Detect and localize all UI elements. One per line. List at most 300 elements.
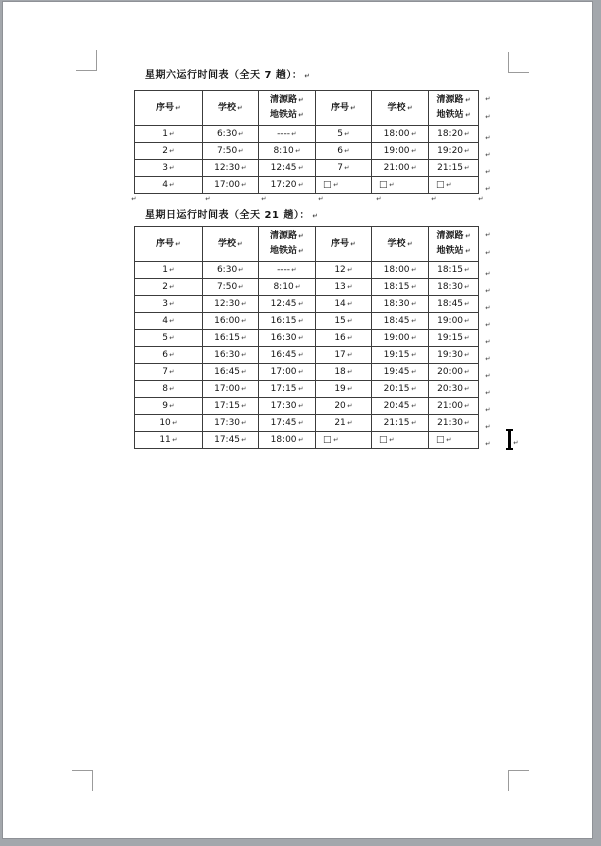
fullwidth-space-mark-icon: □: [436, 435, 445, 445]
row-end-mark-icon: ↵: [485, 185, 491, 193]
cell-end-mark-icon: ↵: [464, 232, 471, 240]
table-cell[interactable]: [316, 432, 372, 449]
cell-end-mark-icon: ↵: [464, 247, 471, 255]
table-cell-text: 17:45: [270, 418, 297, 428]
table-cell-text: 17: [334, 350, 346, 360]
table-cell[interactable]: [429, 364, 479, 381]
cell-end-mark-icon: ↵: [297, 419, 304, 427]
table-cell[interactable]: [135, 296, 203, 313]
table-cell[interactable]: [135, 160, 203, 177]
table-cell-text: 21:30: [437, 418, 464, 428]
cell-end-mark-icon: ↵: [464, 96, 471, 104]
cell-end-mark-icon: ↵: [172, 419, 178, 427]
cell-end-mark-icon: ↵: [464, 111, 471, 119]
table-cell-text: 17:30: [270, 401, 297, 411]
cell-end-mark-icon: ↵: [410, 385, 417, 393]
table-cell[interactable]: [259, 313, 316, 330]
table-cell[interactable]: [203, 177, 259, 194]
table-cell[interactable]: [135, 347, 203, 364]
paragraph-mark-icon: ↵: [304, 72, 311, 80]
cell-end-mark-icon: ↵: [410, 147, 417, 155]
document-page[interactable]: [3, 2, 592, 838]
table-cell[interactable]: [259, 347, 316, 364]
table-cell[interactable]: [203, 330, 259, 347]
table-cell-text: 6:30: [216, 129, 238, 139]
table-cell-text: 16:00: [214, 316, 241, 326]
header-cell[interactable]: [316, 227, 372, 262]
cell-end-mark-icon: ↵: [347, 385, 353, 393]
cell-end-mark-icon: ↵: [318, 195, 324, 203]
cell-end-mark-icon: ↵: [410, 266, 417, 274]
table-cell-text: 16:30: [270, 333, 297, 343]
table-cell[interactable]: [135, 313, 203, 330]
cell-end-mark-icon: ↵: [241, 181, 247, 189]
cell-end-mark-icon: ↵: [347, 351, 353, 359]
header-cell[interactable]: [429, 227, 479, 262]
table-cell[interactable]: [316, 330, 372, 347]
table-cell-text: 19:00: [437, 316, 464, 326]
table-cell-text: 16:45: [270, 350, 297, 360]
header-cell[interactable]: [316, 91, 372, 126]
cell-end-mark-icon: ↵: [464, 402, 470, 410]
table-cell[interactable]: [372, 381, 429, 398]
table-cell[interactable]: [203, 143, 259, 160]
table-cell[interactable]: [135, 177, 203, 194]
margin-crop-mark-top-right: [508, 52, 529, 73]
cell-end-mark-icon: ↵: [238, 147, 244, 155]
table-cell[interactable]: [203, 364, 259, 381]
table-cell[interactable]: [372, 364, 429, 381]
cell-end-mark-icon: ↵: [410, 317, 417, 325]
cell-end-mark-icon: ↵: [241, 419, 247, 427]
header-cell[interactable]: [372, 227, 429, 262]
table-cell[interactable]: [135, 432, 203, 449]
header-cell[interactable]: [203, 91, 259, 126]
table-cell[interactable]: [429, 330, 479, 347]
table-cell[interactable]: [259, 177, 316, 194]
table-cell[interactable]: [259, 381, 316, 398]
row-end-mark-icon: ↵: [485, 321, 491, 329]
table-cell[interactable]: [429, 313, 479, 330]
table-cell[interactable]: [259, 279, 316, 296]
cell-end-mark-icon: ↵: [410, 130, 417, 138]
row-end-mark-icon: ↵: [485, 287, 491, 295]
cell-end-mark-icon: ↵: [175, 239, 181, 248]
table-cell[interactable]: [372, 177, 429, 194]
schedule-table: [134, 226, 479, 449]
table-cell[interactable]: [372, 126, 429, 143]
table-cell-text: 18:45: [437, 299, 464, 309]
table-cell-text: 18:20: [437, 129, 464, 139]
table-cell-text: 18:30: [437, 282, 464, 292]
table-cell[interactable]: [259, 126, 316, 143]
cell-end-mark-icon: ↵: [169, 283, 175, 291]
table-cell[interactable]: [135, 381, 203, 398]
sunday-title-text: 星期日运行时间表（全天 21 趟）：: [145, 210, 310, 221]
row-end-mark-icon: ↵: [485, 406, 491, 414]
row-end-mark-icon: ↵: [485, 304, 491, 312]
row-end-mark-icon: ↵: [485, 389, 491, 397]
cell-end-mark-icon: ↵: [388, 436, 395, 444]
cell-end-mark-icon: ↵: [297, 436, 304, 444]
table-cell[interactable]: [372, 160, 429, 177]
table-cell[interactable]: [429, 415, 479, 432]
cell-end-mark-icon: ↵: [131, 195, 137, 203]
cell-end-mark-icon: ↵: [294, 147, 301, 155]
table-cell[interactable]: [135, 364, 203, 381]
table-cell[interactable]: [316, 279, 372, 296]
table-cell[interactable]: [429, 398, 479, 415]
cell-end-mark-icon: ↵: [169, 300, 175, 308]
cell-end-mark-icon: ↵: [347, 419, 353, 427]
fullwidth-space-mark-icon: □: [379, 435, 388, 445]
table-cell-text: 18:00: [270, 435, 297, 445]
cell-end-mark-icon: ↵: [347, 402, 353, 410]
table-cell[interactable]: [316, 398, 372, 415]
table-cell[interactable]: [429, 177, 479, 194]
cell-end-mark-icon: ↵: [347, 266, 353, 274]
header-cell[interactable]: [259, 91, 316, 126]
table-cell-text: 20:15: [383, 384, 410, 394]
table-cell-text: 18:00: [383, 129, 410, 139]
header-cell-text: 序号: [156, 102, 175, 113]
table-cell-text: 20: [334, 401, 346, 411]
table-cell-text: 19:00: [383, 333, 410, 343]
cell-end-mark-icon: ↵: [241, 351, 247, 359]
table-cell[interactable]: [316, 381, 372, 398]
cell-end-mark-icon: ↵: [344, 130, 350, 138]
cell-end-mark-icon: ↵: [241, 436, 247, 444]
table-cell[interactable]: [429, 143, 479, 160]
cell-end-mark-icon: ↵: [464, 385, 470, 393]
cell-end-mark-icon: ↵: [297, 385, 304, 393]
table-cell[interactable]: [316, 143, 372, 160]
table-cell-text: 19:00: [383, 146, 410, 156]
cell-end-mark-icon: ↵: [332, 436, 339, 444]
table-cell-text: 7: [162, 367, 168, 377]
header-cell-text: 序号: [156, 238, 175, 249]
table-cell-text: 3: [162, 299, 168, 309]
table-cell[interactable]: [429, 432, 479, 449]
header-cell-text: 学校: [218, 238, 237, 249]
table-cell[interactable]: [135, 143, 203, 160]
cell-end-mark-icon: ↵: [205, 195, 211, 203]
table-cell-text: 17:00: [214, 384, 241, 394]
table-cell-text: 17:00: [270, 367, 297, 377]
table-cell[interactable]: [203, 126, 259, 143]
table-cell[interactable]: [259, 432, 316, 449]
table-cell-text: 17:45: [214, 435, 241, 445]
table-cell[interactable]: [316, 415, 372, 432]
cell-end-mark-icon: ↵: [332, 181, 339, 189]
cell-end-mark-icon: ↵: [464, 419, 470, 427]
table-cell[interactable]: [372, 262, 429, 279]
cell-end-mark-icon: ↵: [410, 334, 417, 342]
cell-end-mark-icon: ↵: [298, 111, 304, 119]
row-end-mark-icon: ↵: [485, 168, 491, 176]
table-cell-text: 21: [334, 418, 346, 428]
cell-end-mark-icon: ↵: [169, 334, 175, 342]
row-end-marks-column: [484, 90, 491, 194]
table-cell[interactable]: [372, 279, 429, 296]
table-cell-text: 5: [162, 333, 168, 343]
table-cell[interactable]: [259, 330, 316, 347]
header-cell-text: 地铁站: [270, 246, 298, 256]
cell-end-mark-icon: ↵: [238, 266, 244, 274]
cell-end-mark-icon: ↵: [291, 266, 297, 274]
table-cell[interactable]: [429, 262, 479, 279]
table-cell[interactable]: [259, 143, 316, 160]
table-cell[interactable]: [203, 313, 259, 330]
cell-end-mark-icon: ↵: [261, 195, 267, 203]
cell-end-mark-icon: ↵: [298, 232, 304, 240]
cell-end-mark-icon: ↵: [169, 181, 175, 189]
row-end-mark-icon: ↵: [485, 249, 491, 257]
table-cell-text: 12:30: [214, 299, 241, 309]
table-cell-text: 19: [334, 384, 346, 394]
table-cell[interactable]: [429, 296, 479, 313]
table-cell[interactable]: [316, 262, 372, 279]
table-cell-text: 4: [162, 316, 168, 326]
cell-end-mark-icon: ↵: [410, 419, 417, 427]
cell-end-mark-icon: ↵: [388, 181, 395, 189]
table-cell[interactable]: [135, 330, 203, 347]
cell-end-mark-icon: ↵: [169, 147, 175, 155]
header-cell[interactable]: [429, 91, 479, 126]
table-cell[interactable]: [316, 313, 372, 330]
table-cell-text: 1: [162, 129, 168, 139]
table-cell-text: 2: [162, 282, 168, 292]
cell-end-mark-icon: ↵: [298, 247, 304, 255]
cell-end-mark-icon: ↵: [344, 164, 350, 172]
table-cell-text: 19:15: [383, 350, 410, 360]
table-cell-text: 19:45: [383, 367, 410, 377]
table-cell-text: 12: [334, 265, 346, 275]
cell-end-mark-icon: ↵: [297, 300, 304, 308]
header-cell-text: 学校: [387, 102, 406, 113]
cell-end-mark-icon: ↵: [464, 317, 470, 325]
table-cell-text: 5: [337, 129, 343, 139]
cell-end-mark-icon: ↵: [410, 283, 417, 291]
cell-end-mark-icon: ↵: [464, 334, 470, 342]
header-cell[interactable]: [135, 91, 203, 126]
cell-end-mark-icon: ↵: [238, 283, 244, 291]
sunday-table-title[interactable]: [145, 206, 318, 221]
cell-end-mark-icon: ↵: [406, 103, 413, 112]
table-cell-text: 7: [337, 163, 343, 173]
table-cell-text: 15: [334, 316, 346, 326]
cell-end-mark-icon: ↵: [464, 130, 470, 138]
table-cell-text: 6: [337, 146, 343, 156]
cell-end-mark-icon: ↵: [350, 103, 356, 112]
header-cell[interactable]: [203, 227, 259, 262]
table-cell[interactable]: [316, 177, 372, 194]
table-cell[interactable]: [316, 347, 372, 364]
table-cell[interactable]: [203, 415, 259, 432]
table-cell[interactable]: [135, 279, 203, 296]
margin-crop-mark-top-left: [76, 50, 97, 71]
saturday-table-title[interactable]: [145, 66, 311, 81]
header-cell-text: 地铁站: [436, 246, 464, 256]
cell-end-mark-icon: ↵: [347, 300, 353, 308]
table-cell[interactable]: [203, 160, 259, 177]
cell-end-mark-icon: ↵: [464, 283, 470, 291]
table-cell-text: 6:30: [216, 265, 238, 275]
cell-end-mark-icon: ↵: [464, 164, 470, 172]
table-cell[interactable]: [203, 262, 259, 279]
table-cell[interactable]: [203, 398, 259, 415]
row-end-mark-icon: ↵: [485, 423, 491, 431]
table-cell-text: 14: [334, 299, 346, 309]
table-cell-text: 19:15: [437, 333, 464, 343]
table-cell-text: 12:45: [270, 163, 297, 173]
cell-end-mark-icon: ↵: [169, 266, 175, 274]
table-cell[interactable]: [259, 415, 316, 432]
cell-end-mark-icon: ↵: [410, 300, 417, 308]
row-end-mark-icon: ↵: [485, 231, 491, 239]
header-cell[interactable]: [372, 91, 429, 126]
cell-end-mark-icon: ↵: [297, 402, 304, 410]
table-cell[interactable]: [259, 262, 316, 279]
table-cell[interactable]: [259, 160, 316, 177]
table-cell[interactable]: [372, 330, 429, 347]
cell-end-mark-icon: ↵: [298, 96, 304, 104]
table-cell-text: 18:45: [383, 316, 410, 326]
cell-end-mark-icon: ↵: [464, 300, 470, 308]
cell-end-mark-icon: ↵: [169, 164, 175, 172]
table-cell-text: 17:00: [214, 180, 241, 190]
table-cell-text: 19:30: [437, 350, 464, 360]
table-cell-text: 18: [334, 367, 346, 377]
row-end-mark-icon: ↵: [485, 355, 491, 363]
cell-end-mark-icon: ↵: [297, 368, 304, 376]
table-cell[interactable]: [429, 160, 479, 177]
table-cell[interactable]: [429, 347, 479, 364]
table-cell-text: 7:50: [216, 282, 238, 292]
header-cell-text: 学校: [218, 102, 237, 113]
table-cell[interactable]: [259, 398, 316, 415]
table-cell-text: 8: [162, 384, 168, 394]
margin-crop-mark-bottom-right: [508, 770, 529, 791]
table-cell-text: 16:15: [270, 316, 297, 326]
table-cell[interactable]: [203, 279, 259, 296]
table-cell[interactable]: [135, 398, 203, 415]
header-cell-text: 清源路: [436, 95, 464, 105]
table-cell[interactable]: [429, 381, 479, 398]
table-cell-text: 17:30: [214, 418, 241, 428]
table-cell[interactable]: [372, 415, 429, 432]
table-cell[interactable]: [372, 296, 429, 313]
cell-end-mark-icon: ↵: [291, 130, 297, 138]
cell-end-mark-icon: ↵: [237, 239, 243, 248]
table-cell-text: ----: [277, 265, 291, 275]
cell-end-mark-icon: ↵: [445, 436, 452, 444]
table-cell-text: 17:20: [270, 180, 297, 190]
table-cell[interactable]: [372, 347, 429, 364]
cell-end-mark-icon: ↵: [241, 317, 247, 325]
row-end-mark-icon: ↵: [478, 195, 484, 203]
table-cell[interactable]: [316, 364, 372, 381]
table-cell[interactable]: [135, 262, 203, 279]
cell-end-mark-icon: ↵: [241, 402, 247, 410]
table-cell[interactable]: [135, 415, 203, 432]
saturday-title-text: 星期六运行时间表（全天 7 趟）：: [145, 70, 303, 81]
cell-end-mark-icon: ↵: [169, 402, 175, 410]
cell-end-mark-icon: ↵: [241, 300, 247, 308]
table-cell-text: 9: [162, 401, 168, 411]
table-cell-text: 21:15: [383, 418, 410, 428]
table-cell-text: 10: [159, 418, 171, 428]
cell-end-mark-icon: ↵: [347, 317, 353, 325]
cell-end-mark-icon: ↵: [297, 181, 304, 189]
paragraph-mark-icon: ↵: [312, 212, 318, 220]
table-cell[interactable]: [203, 381, 259, 398]
cell-end-mark-icon: ↵: [175, 103, 181, 112]
cell-end-mark-icon: ↵: [241, 385, 247, 393]
cell-end-mark-icon: ↵: [445, 181, 452, 189]
table-cell[interactable]: [429, 126, 479, 143]
cell-end-mark-icon: ↵: [169, 317, 175, 325]
table-cell-text: 18:30: [383, 299, 410, 309]
header-cell-text: 清源路: [270, 95, 298, 105]
table-cell[interactable]: [316, 296, 372, 313]
header-cell[interactable]: [259, 227, 316, 262]
table-cell[interactable]: [372, 398, 429, 415]
fullwidth-space-mark-icon: □: [379, 180, 388, 190]
cell-end-mark-icon: ↵: [172, 436, 178, 444]
table-cell-text: 12:45: [270, 299, 297, 309]
text-ibeam-cursor: [505, 429, 514, 450]
cell-end-mark-icon: ↵: [431, 195, 437, 203]
table-cell-text: 18:00: [383, 265, 410, 275]
table-cell[interactable]: [429, 279, 479, 296]
table-cell-text: 19:20: [437, 146, 464, 156]
table-cell-text: 16: [334, 333, 346, 343]
cell-end-mark-icon: ↵: [464, 351, 470, 359]
cell-end-mark-icon: ↵: [238, 130, 244, 138]
cell-end-mark-icon: ↵: [347, 368, 353, 376]
table-cell[interactable]: [259, 364, 316, 381]
table-cell-text: 16:30: [214, 350, 241, 360]
row-end-mark-icon: ↵: [485, 134, 491, 142]
sunday-schedule-table: [134, 226, 491, 449]
table-cell[interactable]: [372, 143, 429, 160]
row-end-mark-icon: ↵: [485, 440, 491, 448]
table-cell[interactable]: [316, 126, 372, 143]
header-cell-text: 清源路: [436, 231, 464, 241]
table-cell-text: 3: [162, 163, 168, 173]
table-cell[interactable]: [203, 432, 259, 449]
table-cell[interactable]: [372, 432, 429, 449]
table-cell[interactable]: [316, 160, 372, 177]
cell-end-mark-icon: ↵: [169, 368, 175, 376]
table-cell-text: 17:15: [270, 384, 297, 394]
table-cell-text: 8:10: [273, 282, 294, 292]
cell-end-mark-icon: ↵: [294, 283, 301, 291]
table-cell[interactable]: [135, 126, 203, 143]
table-cell[interactable]: [203, 347, 259, 364]
table-cell-text: 8:10: [273, 146, 294, 156]
table-cell[interactable]: [203, 296, 259, 313]
table-cell[interactable]: [259, 296, 316, 313]
row-end-mark-icon: ↵: [513, 439, 519, 447]
cell-end-mark-icon: ↵: [410, 351, 417, 359]
table-cell[interactable]: [372, 313, 429, 330]
header-cell[interactable]: [135, 227, 203, 262]
header-cell-text: 序号: [331, 102, 350, 113]
fullwidth-space-mark-icon: □: [323, 435, 332, 445]
table-cell-text: 13: [334, 282, 346, 292]
